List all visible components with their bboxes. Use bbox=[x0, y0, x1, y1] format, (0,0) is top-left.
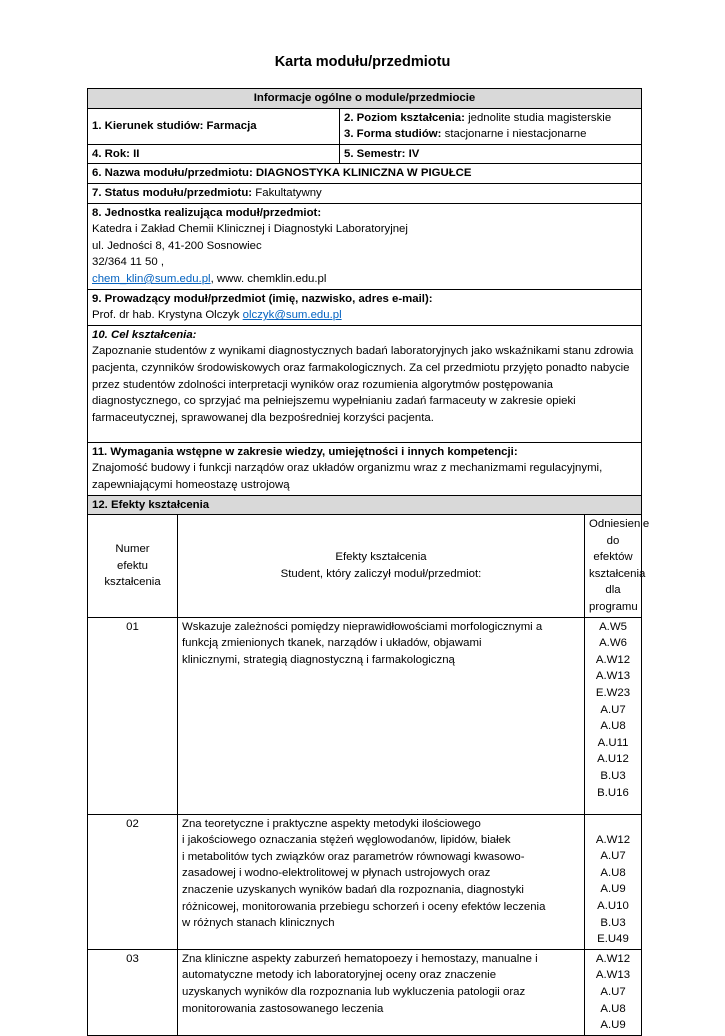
field-poziom-forma: 2. Poziom kształcenia: jednolite studia magisterskie 3. Forma studiów: stacjonarne i niestacjonarne bbox=[340, 108, 642, 144]
field-wymagania: 11. Wymagania wstępne w zakresie wiedzy, umiejętności i innych kompetencji: Znajomość budowy i funkcji narządów oraz układów organizmu wraz z mechanizmami regulacyjnymi, zapewniającymi homeostazę ustrojową bbox=[88, 442, 642, 495]
table-row bbox=[88, 949, 642, 1035]
effect-number: 02 bbox=[88, 814, 178, 949]
effect-number: 03 bbox=[88, 949, 178, 1035]
field-rok: 4. Rok: II bbox=[88, 144, 340, 164]
field-status: 7. Status modułu/przedmiotu: Fakultatywny bbox=[88, 183, 642, 203]
effect-description: Zna teoretyczne i praktyczne aspekty metodyki ilościowego i jakościowego oznaczania stężeń węglowodanów, lipidów, białek i metabolitów tych związków oraz parametrów równowagi kwasowo- zasadowej i wodno-elektrolitowej w płynach ustrojowych oraz znaczenie uzyskanych wyników badań dla rozpoznania, diagnostyki różnicowej, monitorowania przebiegu schorzeń i oceny efektów leczenia w różnych stanach klinicznych bbox=[178, 814, 585, 949]
table-row bbox=[88, 617, 642, 814]
field-jednostka: 8. Jednostka realizująca moduł/przedmiot: Katedra i Zakład Chemii Klinicznej i Diagnostyki Laboratoryjnej ul. Jedności 8, 41-200 Sosnowiec 32/364 11 50 , chem_klin@sum.edu.pl, www. chemklin.edu.pl bbox=[88, 203, 642, 289]
effect-references: A.W12 A.W13 A.U7 A.U8 A.U9 bbox=[585, 949, 642, 1035]
effect-references: A.W12 A.U7 A.U8 A.U9 A.U10 B.U3 E.U49 bbox=[585, 814, 642, 949]
field-kierunek: 1. Kierunek studiów: Farmacja bbox=[88, 108, 340, 144]
module-card-table bbox=[87, 88, 650, 1036]
lecturer-email-link[interactable]: olczyk@sum.edu.pl bbox=[242, 309, 342, 322]
effects-col-number-header: Numer efektu kształcenia bbox=[88, 515, 178, 618]
field-prowadzacy: 9. Prowadzący moduł/przedmiot (imię, nazwisko, adres e-mail): Prof. dr hab. Krystyna Olczyk olczyk@sum.edu.pl bbox=[88, 289, 642, 325]
effects-section-header: 12. Efekty kształcenia bbox=[88, 495, 642, 515]
effect-references: A.W5 A.W6 A.W12 A.W13 E.W23 A.U7 A.U8 A.U11 A.U12 B.U3 B.U16 bbox=[585, 617, 642, 814]
field-cel: 10. Cel kształcenia: Zapoznanie studentów z wynikami diagnostycznych badań laboratoryjnych jako wskaźnikami stanu zdrowia pacjenta, czynników środowiskowych oraz farmakologicznych. Za cel przedmiotu przyjęto ponadto nabycie przez studentów zdolności interpretacji wyników oraz rozumienia algorytmów postępowania diagnostycznego, co sprzyjać ma pełniejszemu wypełnianiu zadań farmaceuty w zakresie opieki farmaceutycznej, sprawowanej dla bezpośredniej korzyści pacjenta. bbox=[88, 325, 642, 442]
field-semestr: 5. Semestr: IV bbox=[340, 144, 642, 164]
unit-email-link[interactable]: chem_klin@sum.edu.pl bbox=[92, 272, 211, 285]
page-title: Karta modułu/przedmiotu bbox=[274, 54, 451, 70]
effect-number: 01 bbox=[88, 617, 178, 814]
effect-description: Wskazuje zależności pomiędzy nieprawidłowościami morfologicznymi a funkcją zmienionych tkanek, narządów i układów, objawami klinicznymi, strategią diagnostyczną i farmakologiczną bbox=[178, 617, 585, 814]
field-nazwa: 6. Nazwa modułu/przedmiotu: DIAGNOSTYKA KLINICZNA W PIGUŁCE bbox=[88, 164, 642, 184]
table-row bbox=[88, 814, 642, 949]
effects-col-reference-header: Odniesienie do efektów kształcenia dla programu bbox=[585, 515, 642, 618]
effect-description: Zna kliniczne aspekty zaburzeń hematopoezy i hemostazy, manualne i automatyczne metody ich laboratoryjnej oceny oraz znaczenie uzyskanych wyników dla rozpoznania lub wykluczenia patologii oraz monitorowania zastosowanego leczenia bbox=[178, 949, 585, 1035]
general-info-header: Informacje ogólne o module/przedmiocie bbox=[88, 89, 642, 109]
effects-col-description-header: Efekty kształcenia Student, który zaliczył moduł/przedmiot: bbox=[178, 515, 585, 618]
